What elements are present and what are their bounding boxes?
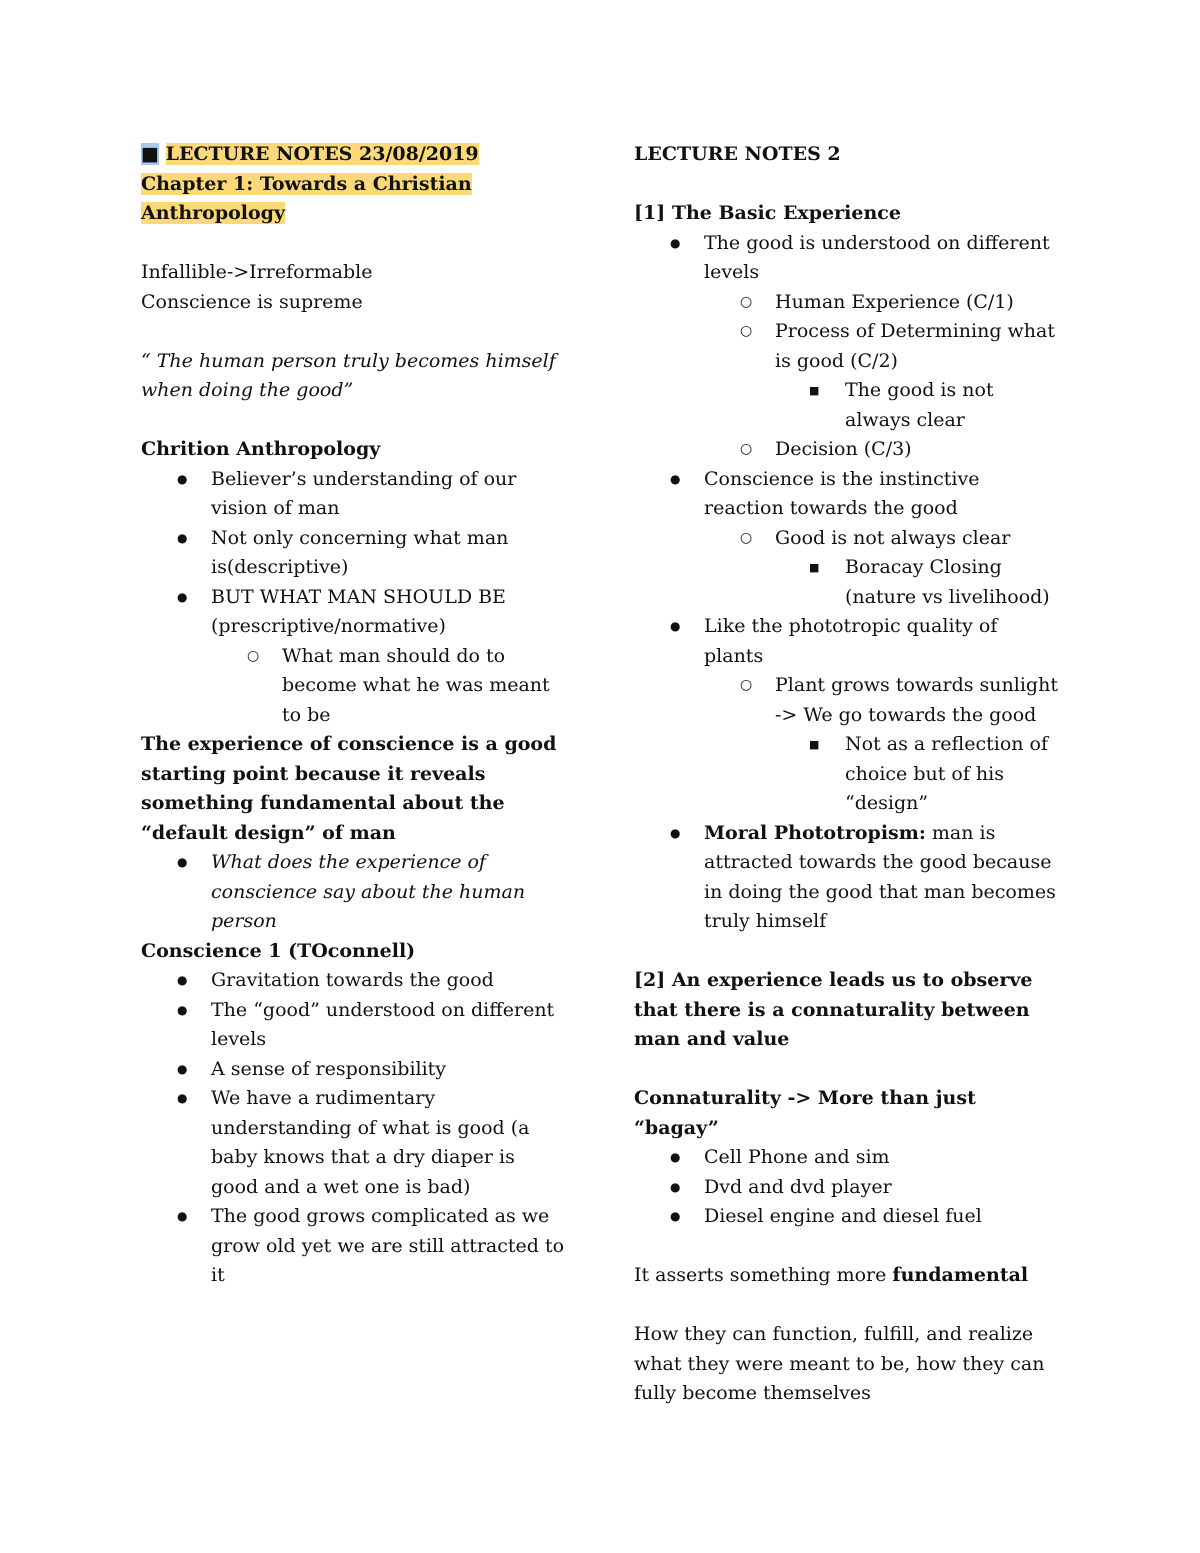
chapter-title: Chapter 1: Towards a Christian Anthropology (141, 172, 472, 224)
list-item: ● Gravitation towards the good (141, 966, 566, 996)
connaturality-list (634, 1143, 1059, 1232)
list-item: ● We have a rudimentary understanding of what is good (a baby knows that a dry diaper is good and a wet one is bad) (141, 1084, 566, 1202)
christian-anthropology-heading: Chrition Anthropology (141, 438, 381, 460)
list-item: ● The good is understood on different levels (634, 229, 1059, 288)
list-subitem: ○ Decision (C/3) (634, 435, 1059, 465)
list-item: ● Diesel engine and diesel fuel (634, 1202, 1059, 1232)
list-subsubitem: ■ Boracay Closing (nature vs livelihood) (634, 553, 1059, 612)
conscience1-heading: Conscience 1 (TOconnell) (141, 939, 416, 962)
list-subsubitem: ■ The good is not always clear (634, 376, 1059, 435)
basic-experience-list (634, 229, 1059, 937)
list-subitem: ○ Process of Determining what is good (C/2) (634, 317, 1059, 376)
list-item-moral-phototropism: ● Moral Phototropism: man is attracted towards the good because in doing the good that man becomes truly himself (634, 819, 1059, 937)
right-column (634, 140, 1059, 1409)
quote: “ The human person truly becomes himself when doing the good” (141, 349, 556, 401)
asserts-line: It asserts something more fundamental (634, 1264, 1029, 1286)
basic-experience-heading: [1] The Basic Experience (634, 202, 901, 224)
list-item: ● Believer’s understanding of our vision of man (141, 465, 566, 524)
list-subitem: ○ Human Experience (C/1) (634, 288, 1059, 318)
list-item: ● The “good” understood on different levels (141, 996, 566, 1055)
experience-heading: The experience of conscience is a good starting point because it reveals something fundamental about the “default design” of man (141, 733, 557, 844)
conscience1-list (141, 966, 566, 1291)
list-item: ● Cell Phone and sim (634, 1143, 1059, 1173)
list-item: ● The good grows complicated as we grow old yet we are still attracted to it (141, 1202, 566, 1291)
list-subitem: ○ Good is not always clear (634, 524, 1059, 554)
list-subitem: ○ Plant grows towards sunlight -> We go towards the good (634, 671, 1059, 730)
list-item: ● What does the experience of conscience say about the human person (141, 848, 566, 937)
experience-list (141, 848, 566, 937)
heading-marker: ■ (141, 143, 159, 165)
conscience-supreme-line: Conscience is supreme (141, 290, 363, 313)
lecture-notes-2-heading: LECTURE NOTES 2 (634, 143, 841, 165)
left-column (141, 140, 566, 1291)
lecture-heading: ■ LECTURE NOTES 23/08/2019 (141, 143, 479, 165)
connaturality-observation-heading: [2] An experience leads us to observe that there is a connaturality between man and value (634, 969, 1033, 1050)
christian-anthropology-list (141, 465, 566, 731)
function-paragraph: How they can function, fulfill, and realize what they were meant to be, how they can fully become themselves (634, 1323, 1045, 1404)
list-item: ● Dvd and dvd player (634, 1173, 1059, 1203)
list-item: ● Conscience is the instinctive reaction towards the good (634, 465, 1059, 524)
list-item: ● BUT WHAT MAN SHOULD BE (prescriptive/normative) (141, 583, 566, 642)
list-subsubitem: ■ Not as a reflection of choice but of his “design” (634, 730, 1059, 819)
list-item: ● Not only concerning what man is(descriptive) (141, 524, 566, 583)
list-item: ● A sense of responsibility (141, 1055, 566, 1085)
list-subitem: ○ What man should do to become what he was meant to be (141, 642, 566, 731)
list-item: ● Like the phototropic quality of plants (634, 612, 1059, 671)
infallible-line: Infallible->Irreformable (141, 261, 373, 283)
connaturality-heading: Connaturality -> More than just “bagay” (634, 1087, 976, 1139)
